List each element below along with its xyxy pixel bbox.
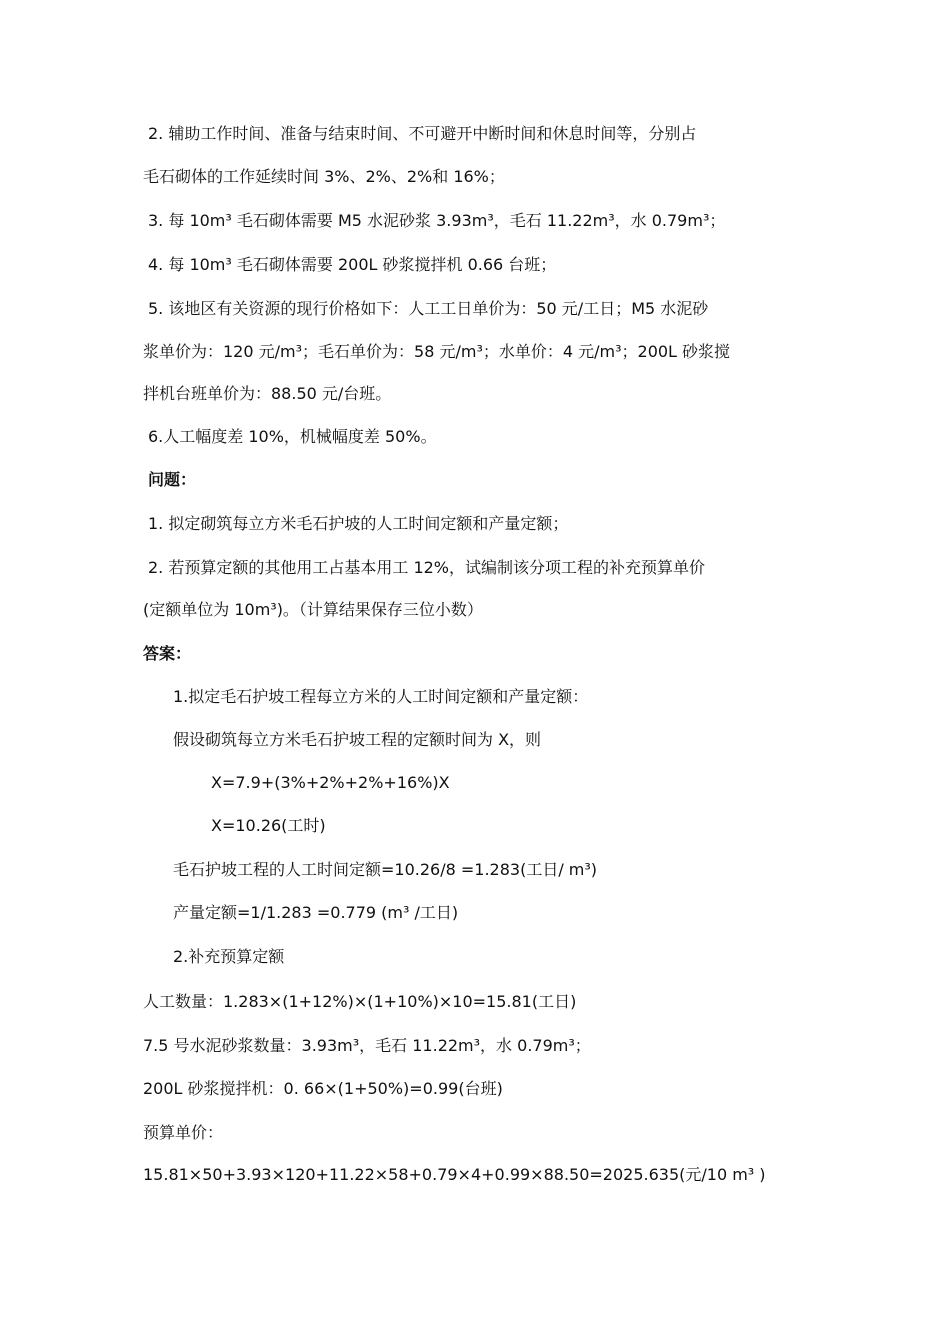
answer-heading: 答案： — [143, 644, 192, 663]
text-line-5: 5. 该地区有关资源的现行价格如下：人工工日单价为：50 元/工日；M5 水泥砂 — [148, 299, 709, 318]
text-line-2: 毛石砌体的工作延续时间 3%、2%、2%和 16%； — [143, 167, 505, 186]
question-2-continued: (定额单位为 10m³)。（计算结果保存三位小数） — [143, 600, 483, 619]
text-line-6: 浆单价为：120 元/m³；毛石单价为：58 元/m³；水单价：4 元/m³；200L 砂浆搅 — [143, 342, 731, 361]
question-2: 2. 若预算定额的其他用工占基本用工 12%，试编制该分项工程的补充预算单价 — [148, 558, 706, 577]
text-line-3: 3. 每 10m³ 毛石砌体需要 M5 水泥砂浆 3.93m³，毛石 11.22m³，水 0.79m³； — [148, 211, 726, 230]
text-line-8: 6.人工幅度差 10%，机械幅度差 50%。 — [148, 427, 437, 446]
question-1: 1. 拟定砌筑每立方米毛石护坡的人工时间定额和产量定额； — [148, 514, 569, 533]
text-line-4: 4. 每 10m³ 毛石砌体需要 200L 砂浆搅拌机 0.66 台班； — [148, 255, 557, 274]
budget-price-label: 预算单价： — [143, 1123, 224, 1142]
answer-line-4: 产量定额=1/1.283 =0.779 (m³ /工日) — [173, 903, 459, 922]
answer-line-1: 1.拟定毛石护坡工程每立方米的人工时间定额和产量定额： — [173, 687, 589, 706]
mixer-quantity: 200L 砂浆搅拌机：0. 66×(1+50%)=0.99(台班) — [143, 1079, 503, 1098]
labor-quantity: 人工数量：1.283×(1+12%)×(1+10%)×10=15.81(工日) — [143, 992, 577, 1011]
questions-heading: 问题： — [148, 470, 197, 489]
mortar-quantity: 7.5 号水泥砂浆数量：3.93m³，毛石 11.22m³，水 0.79m³； — [143, 1036, 591, 1055]
answer-line-2: 假设砌筑每立方米毛石护坡工程的定额时间为 X，则 — [173, 730, 542, 749]
answer-line-3: 毛石护坡工程的人工时间定额=10.26/8 =1.283(工日/ m³) — [173, 860, 598, 879]
formula-2: X=10.26(工时) — [211, 816, 326, 835]
answer-line-5: 2.补充预算定额 — [173, 947, 285, 966]
text-line-7: 拌机台班单价为：88.50 元/台班。 — [143, 384, 392, 403]
budget-price-formula: 15.81×50+3.93×120+11.22×58+0.79×4+0.99×88.50=2025.635(元/10 m³ ) — [143, 1165, 766, 1184]
text-line-1: 2. 辅助工作时间、准备与结束时间、不可避开中断时间和休息时间等，分别占 — [148, 124, 697, 143]
formula-1: X=7.9+(3%+2%+2%+16%)X — [211, 773, 450, 792]
